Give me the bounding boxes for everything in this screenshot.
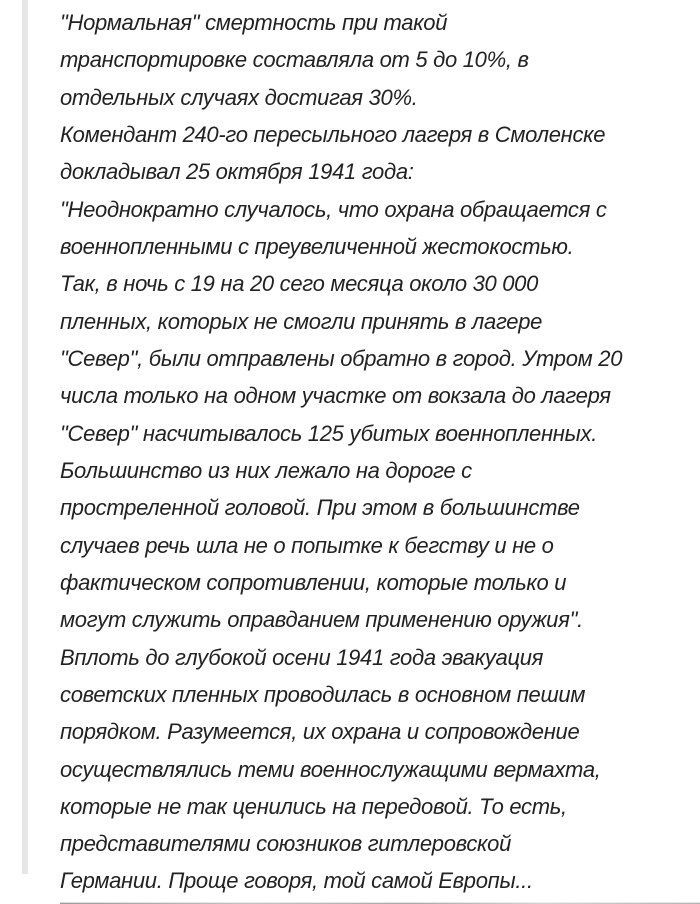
text-line-17: могут служить оправданием применению оружия".	[60, 607, 583, 632]
text-line-5: докладывал 25 октября 1941 года:	[60, 159, 414, 184]
text-line-6: "Неоднократно случалось, что охрана обращается с	[60, 197, 607, 222]
text-line-20: порядком. Разумеется, их охрана и сопровождение	[60, 719, 580, 744]
text-line-3: отдельных случаях достигая 30%.	[60, 85, 418, 110]
text-line-22: которые не так ценились на передовой. То есть,	[60, 794, 567, 819]
text-line-15: случаев речь шла не о попытке к бегству и не о	[60, 533, 554, 558]
text-line-4: Комендант 240-го пересыльного лагеря в Смоленске	[60, 122, 606, 147]
text-line-1: "Нормальная" смертность при такой	[60, 10, 448, 35]
text-line-24: Германии. Проще говоря, той самой Европы...	[60, 868, 533, 893]
text-line-23: представителями союзников гитлеровской	[60, 831, 512, 856]
text-line-9: пленных, которых не смогли принять в лагере	[60, 309, 543, 334]
cropped-photo-top	[60, 898, 700, 904]
next-image-edge	[60, 898, 700, 904]
text-line-16: фактическом сопротивлении, которые только и	[60, 570, 567, 595]
text-line-10: "Север", были отправлены обратно в город. Утром 20	[60, 346, 623, 371]
text-line-18: Вплоть до глубокой осени 1941 года эвакуация	[60, 645, 544, 670]
text-line-14: простреленной головой. При этом в большинстве	[60, 495, 580, 520]
quote-left-rule	[22, 0, 28, 874]
text-line-2: транспортировке составляла от 5 до 10%, в	[60, 47, 529, 72]
text-line-19: советских пленных проводилась в основном пешим	[60, 682, 586, 707]
text-line-21: осуществлялись теми военнослужащими вермахта,	[60, 757, 601, 782]
text-line-13: Большинство из них лежало на дороге с	[60, 458, 472, 483]
text-line-7: военнопленными с преувеличенной жестокостью.	[60, 234, 574, 259]
text-line-12: "Север" насчитывалось 125 убитых военнопленных.	[60, 421, 598, 446]
text-line-8: Так, в ночь с 19 на 20 сего месяца около 30 000	[60, 271, 539, 296]
text-line-11: числа только на одном участке от вокзала до лагеря	[60, 383, 611, 408]
